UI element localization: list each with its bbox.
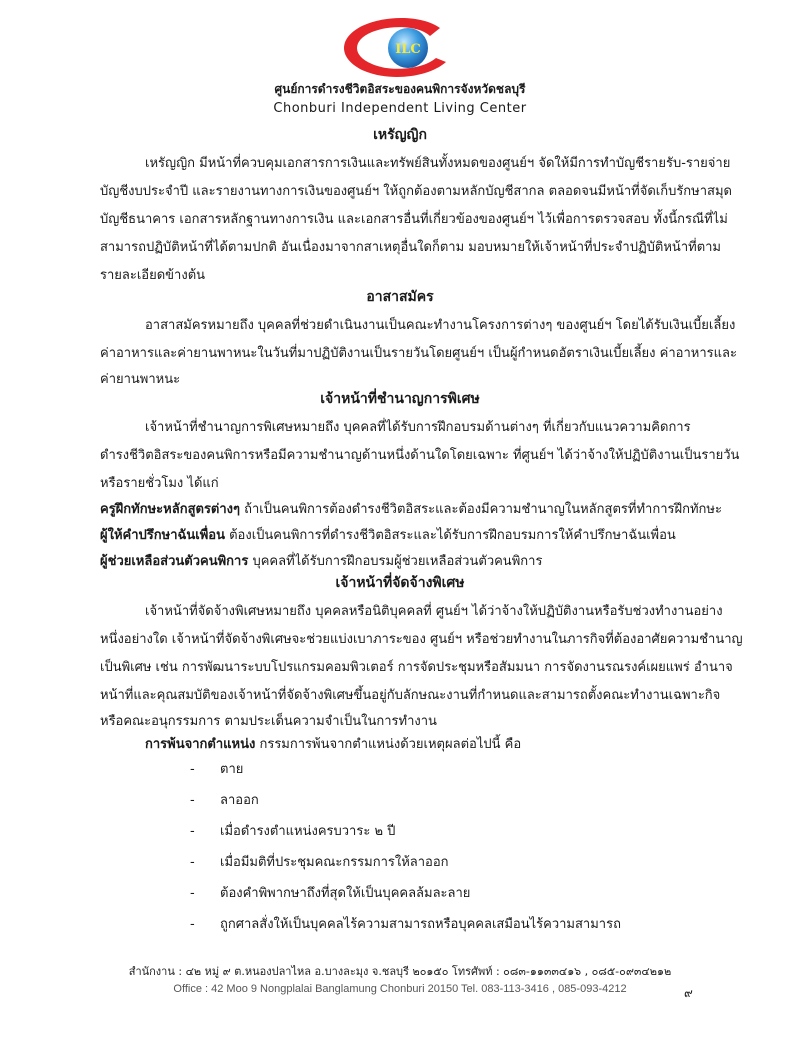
dash-marker: -: [190, 917, 195, 932]
page-number: ๙: [684, 986, 693, 1000]
special-line-3: เป็นพิเศษ เช่น การพัฒนาระบบโปรแกรมคอมพิวเตอร์ การจัดประชุมหรือสัมมนา การจัดงานรณรงค์เผยแพร่ อำนาจ: [100, 660, 733, 675]
dash-marker: -: [190, 824, 195, 839]
special-line-5: หรือคณะอนุกรรมการ ตามประเด็นความจำเป็นในการทำงาน: [100, 714, 437, 729]
special-line-4: หน้าที่และคุณสมบัติของเจ้าหน้าที่จัดจ้างพิเศษขึ้นอยู่กับลักษณะงานที่กำหนดและสามารถตั้งคณะทำงานเฉพาะกิจ: [100, 688, 721, 703]
expert-line-1: เจ้าหน้าที่ชำนาญการพิเศษหมายถึง บุคคลที่ได้รับการฝึกอบรมด้านต่างๆ ที่เกี่ยวกับแนวความคิดการ: [145, 420, 691, 435]
expert-line-3: หรือรายชั่วโมง ได้แก่: [100, 476, 219, 491]
dash-marker: -: [190, 793, 195, 808]
termination-desc: กรรมการพ้นจากตำแหน่งด้วยเหตุผลต่อไปนี้ คือ: [255, 737, 522, 752]
dash-marker: -: [190, 762, 195, 777]
dash-marker: -: [190, 886, 195, 901]
treasurer-line-3: บัญชีธนาคาร เอกสารหลักฐานทางการเงิน และเอกสารอื่นที่เกี่ยวข้องของศูนย์ฯ ไว้เพื่อการตรวจสอบ ทั้งนี้กรณีที่ไม่: [100, 212, 728, 227]
list-item-text: เมื่อดำรงตำแหน่งครบวาระ ๒ ปี: [220, 824, 396, 839]
volunteer-line-1: อาสาสมัครหมายถึง บุคคลที่ช่วยดำเนินงานเป็นคณะทำงานโครงการต่างๆ ของศูนย์ฯ โดยได้รับเงินเบี้ยเลี้ยง: [145, 318, 736, 333]
list-item: [190, 851, 710, 882]
expert-item-trainer: [100, 498, 722, 519]
list-item-text: เมื่อมีมติที่ประชุมคณะกรรมการให้ลาออก: [220, 855, 449, 870]
dash-marker: -: [190, 855, 195, 870]
list-item-text: ตาย: [220, 762, 244, 777]
termination-list: [190, 758, 710, 944]
list-item-text: ต้องคำพิพากษาถึงที่สุดให้เป็นบุคคลล้มละลาย: [220, 886, 471, 901]
heading-special-contract-staff: เจ้าหน้าที่จัดจ้างพิเศษ: [335, 575, 465, 591]
termination-term: การพ้นจากตำแหน่ง: [145, 737, 256, 752]
list-item: [190, 758, 710, 789]
termination-intro: [145, 733, 705, 754]
expert-item-personal-assistant: [100, 550, 660, 571]
list-item: [190, 820, 710, 851]
special-line-2: หนึ่งอย่างใด เจ้าหน้าที่จัดจ้างพิเศษจะช่วยแบ่งเบาภาระของ ศูนย์ฯ หรือช่วยทำงานในภารกิจที่ต้องอาศัยความชำนาญ: [100, 632, 743, 647]
treasurer-line-2: บัญชีงบประจำปี และรายงานทางการเงินของศูนย์ฯ ให้ถูกต้องตามหลักบัญชีสากล ตลอดจนมีหน้าที่จัดเก็บรักษาสมุด: [100, 184, 732, 199]
logo-text: ILC: [395, 42, 421, 57]
ilc-logo-graphic: [332, 14, 464, 80]
expert-item-desc: ถ้าเป็นคนพิการต้องดำรงชีวิตอิสระและต้องมีความชำนาญในหลักสูตรที่ทำการฝึกทักษะ: [240, 502, 722, 517]
special-line-1: เจ้าหน้าที่จัดจ้างพิเศษหมายถึง บุคคลหรือนิติบุคคลที่ ศูนย์ฯ ได้ว่าจ้างให้ปฏิบัติงานหรือรับช่วงทำงานอย่าง: [145, 604, 723, 619]
volunteer-line-3: ค่ายานพาหนะ: [100, 372, 181, 387]
treasurer-line-4: สามารถปฏิบัติหน้าที่ได้ตามปกติ อันเนื่องมาจากสาเหตุอื่นใดก็ตาม มอบหมายให้เจ้าหน้าที่ประจำปฏิบัติหน้าที่ตาม: [100, 240, 722, 255]
expert-line-2: ดำรงชีวิตอิสระของคนพิการหรือมีความชำนาญด้านหนึ่งด้านใดโดยเฉพาะ ที่ศูนย์ฯ ได้ว่าจ้างให้ปฏิบัติงานเป็นรายวัน: [100, 448, 740, 463]
list-item: [190, 789, 710, 820]
expert-item-term: ผู้ช่วยเหลือส่วนตัวคนพิการ: [100, 554, 249, 569]
list-item-text: ลาออก: [220, 793, 259, 808]
volunteer-line-2: ค่าอาหารและค่ายานพาหนะในวันที่มาปฏิบัติงานเป็นรายวันโดยศูนย์ฯ เป็นผู้กำหนดอัตราเงินเบี้ยเลี้ยง ค่าอาหารและ: [100, 346, 737, 361]
org-name-thai: ศูนย์การดำรงชีวิตอิสระของคนพิการจังหวัดชลบุรี: [274, 82, 526, 96]
list-item: [190, 913, 710, 944]
heading-treasurer: เหรัญญิก: [373, 127, 427, 143]
treasurer-line-1: เหรัญญิก มีหน้าที่ควบคุมเอกสารการเงินและทรัพย์สินทั้งหมดของศูนย์ฯ จัดให้มีการทำบัญชีรายรับ-รายจ่าย: [145, 156, 731, 171]
expert-item-term: ผู้ให้คำปรึกษาฉันเพื่อน: [100, 528, 225, 543]
expert-item-desc: ต้องเป็นคนพิการที่ดำรงชีวิตอิสระและได้รับการฝึกอบรมการให้คำปรึกษาฉันเพื่อน: [224, 528, 676, 543]
heading-expert-staff: เจ้าหน้าที่ชำนาญการพิเศษ: [320, 391, 480, 407]
expert-item-desc: บุคคลที่ได้รับการฝึกอบรมผู้ช่วยเหลือส่วนตัวคนพิการ: [248, 554, 543, 569]
list-item: [190, 882, 710, 913]
footer-address-english: Office : 42 Moo 9 Nongplalai Banglamung Chonburi 20150 Tel. 083-113-3416 , 085-093-4212: [173, 983, 627, 995]
footer-address-thai: สำนักงาน : ๔๒ หมู่ ๙ ต.หนองปลาไหล อ.บางละมุง จ.ชลบุรี ๒๐๑๕๐ โทรศัพท์ : ๐๘๓-๑๑๓๓๔๑๖ , ๐๘๕-๐๙๓๔๒๑๒: [128, 965, 672, 978]
heading-volunteer: อาสาสมัคร: [366, 289, 434, 305]
ilc-logo: [332, 14, 464, 80]
list-item-text: ถูกศาลสั่งให้เป็นบุคคลไร้ความสามารถหรือบุคคลเสมือนไร้ความสามารถ: [220, 917, 621, 932]
org-name-english: Chonburi Independent Living Center: [273, 101, 527, 116]
treasurer-line-5: รายละเอียดข้างต้น: [100, 268, 206, 283]
expert-item-peer-counselor: [100, 524, 676, 545]
expert-item-term: ครูฝึกทักษะหลักสูตรต่างๆ: [100, 502, 240, 517]
